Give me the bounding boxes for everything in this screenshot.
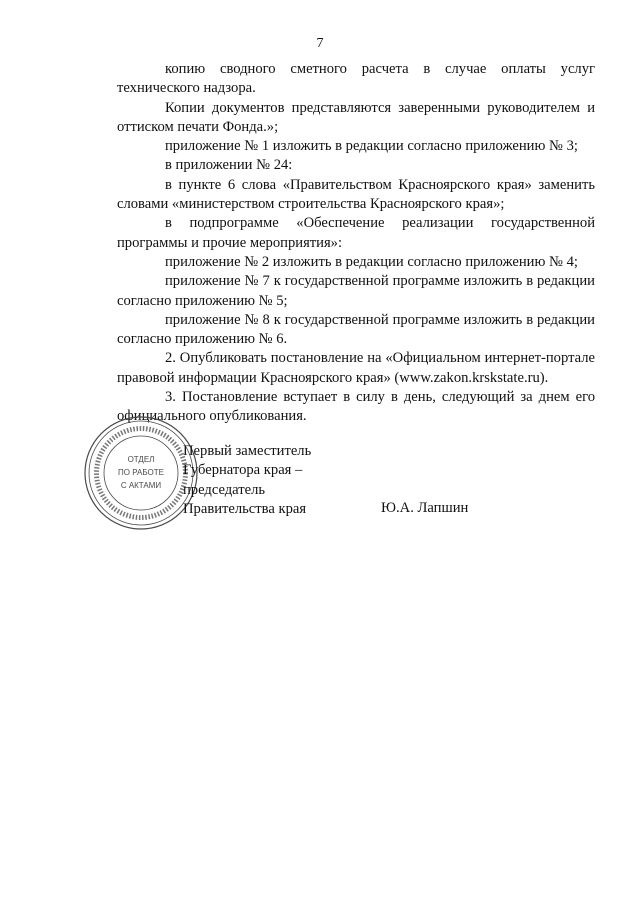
signatory-position-line: Правительства края [183,500,307,517]
stamp-line: ОТДЕЛ [127,455,155,464]
paragraph: приложение № 1 изложить в редакции согласно приложению № 3; [165,138,578,155]
paragraph: копию сводного сметного расчета в случае оплаты услуг технического надзора. [117,61,595,97]
paragraph: приложение № 2 изложить в редакции согласно приложению № 4; [165,253,578,270]
paragraph: приложение № 8 к государственной программе изложить в редакции согласно приложению № 6. [117,311,595,348]
paragraph: в пункте 6 слова «Правительством Красноярского края» заменить словами «министерством строительства Красноярского края»; [117,176,595,213]
paragraph: в приложении № 24: [165,157,293,174]
signatory-position-line: председатель [183,481,266,498]
paragraph: в подпрограмме «Обеспечение реализации государственной программы и прочие мероприятия»: [117,215,595,251]
paragraph: Копии документов представляются заверенными руководителем и оттиском печати Фонда.»; [117,99,595,135]
document-body [117,60,595,427]
paragraph: приложение № 7 к государственной программе изложить в редакции согласно приложению № 5; [117,273,595,309]
signatory-position-line: Первый заместитель [183,443,312,459]
signatory-position-line: Губернатора края – [183,462,303,479]
signatory-position [183,442,311,519]
stamp-line: ПО РАБОТЕ [118,468,164,477]
stamp-line: С АКТАМИ [120,481,162,490]
signatory-name: Ю.А. Лапшин [381,500,469,516]
page-number: 7 [316,36,324,51]
paragraph: 2. Опубликовать постановление на «Официальном интернет-портале правовой информации Красноярского края» (www.zakon.krskstate.ru). [117,350,595,386]
paragraph: 3. Постановление вступает в силу в день, следующий за днем его официального опубликования. [117,389,595,425]
